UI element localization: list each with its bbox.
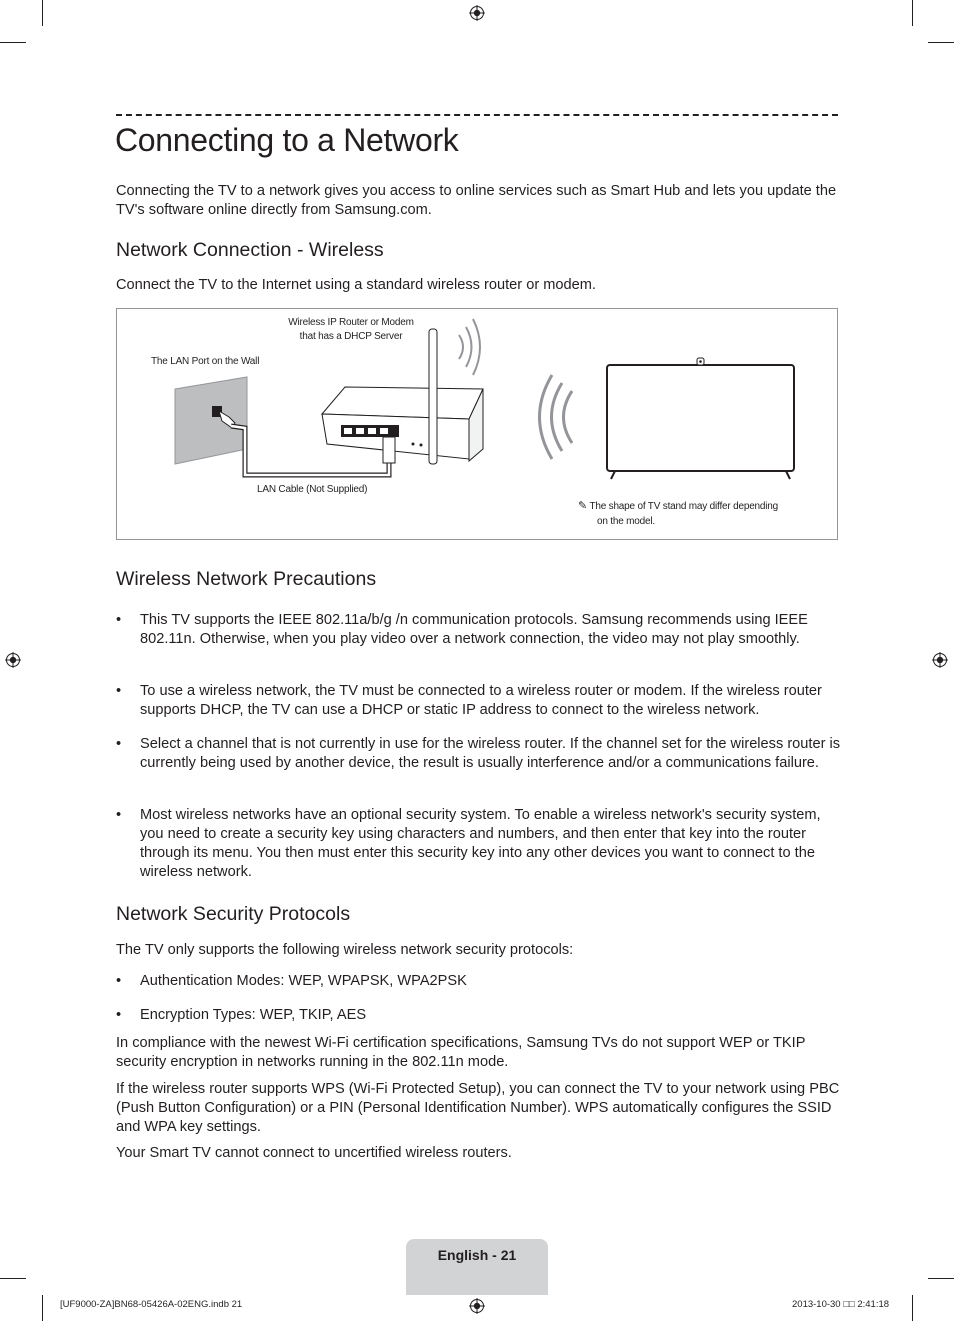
- list-item: [116, 1006, 841, 1025]
- crop-mark: [42, 0, 43, 26]
- tv-stand-note-line-1: The shape of TV stand may differ depending: [589, 501, 779, 512]
- bullet-icon: •: [116, 1007, 122, 1023]
- crop-mark: [42, 1295, 43, 1321]
- section-heading-precautions: Wireless Network Precautions: [116, 568, 377, 590]
- list-item: [116, 806, 841, 882]
- tv-icon: [607, 358, 794, 479]
- crop-mark: [928, 1278, 954, 1279]
- registration-mark-icon: [469, 1298, 485, 1314]
- tv-wifi-waves-icon: [540, 375, 573, 459]
- security-paragraph-2: If the wireless router supports WPS (Wi-Fi Protected Setup), you can connect the TV to your network using PBC (Push Button Configuration) or a PIN (Personal Identification Number). WPS automatically configures the SSID and WPA key settings.: [116, 1081, 840, 1135]
- security-paragraph-1: In compliance with the newest Wi-Fi certification specifications, Samsung TVs do not support WEP or TKIP security encryption in networks running in the 802.11n mode.: [116, 1035, 806, 1070]
- list-item-text: Most wireless networks have an optional security system. To enable a wireless network's security system, you need to create a security key using characters and numbers, and then enter that key into the router through its menu. You then must enter this security key into any other devices you want to connect to the wireless network.: [140, 807, 821, 880]
- router-label: [281, 316, 421, 344]
- page-title: Connecting to a Network: [115, 122, 459, 158]
- title-divider: [116, 114, 838, 116]
- list-item: [116, 611, 841, 649]
- list-item-text: Encryption Types: WEP, TKIP, AES: [140, 1007, 367, 1023]
- footer-timestamp: 2013-10-30 □□ 2:41:18: [792, 1299, 890, 1310]
- router-label-line-1: Wireless IP Router or Modem: [288, 317, 414, 328]
- registration-mark-icon: [932, 652, 948, 668]
- bullet-icon: •: [116, 973, 122, 989]
- bullet-icon: •: [116, 807, 122, 823]
- list-item-text: This TV supports the IEEE 802.11a/b/g /n communication protocols. Samsung recommends using IEEE 802.11n. Otherwise, when you play video over a network connection, the video may not play smoothly.: [140, 612, 808, 647]
- bullet-icon: •: [116, 736, 122, 752]
- list-item: [116, 735, 841, 773]
- section-heading-security: Network Security Protocols: [116, 903, 351, 925]
- crop-mark: [0, 42, 26, 43]
- crop-mark: [0, 1278, 26, 1279]
- security-paragraph-3: Your Smart TV cannot connect to uncertified wireless routers.: [116, 1145, 512, 1161]
- crop-mark: [912, 0, 913, 26]
- registration-mark-icon: [469, 5, 485, 21]
- wireless-connection-diagram: [116, 308, 838, 540]
- bullet-icon: •: [116, 683, 122, 699]
- list-item: [116, 972, 841, 991]
- list-item-text: To use a wireless network, the TV must be connected to a wireless router or modem. If the wireless router supports DHCP, the TV can use a DHCP or static IP address to connect to the wireless network.: [140, 683, 822, 718]
- registration-mark-icon: [5, 652, 21, 668]
- tv-stand-note-line-2: on the model.: [597, 516, 655, 527]
- crop-mark: [928, 42, 954, 43]
- footer-file-name: [UF9000-ZA]BN68-05426A-02ENG.indb 21: [60, 1299, 243, 1310]
- lan-cable-label: LAN Cable (Not Supplied): [257, 484, 368, 495]
- security-intro: The TV only supports the following wireless network security protocols:: [116, 942, 574, 958]
- router-wifi-waves-icon: [459, 319, 480, 375]
- tv-stand-note: [578, 499, 778, 514]
- wall-panel: [175, 377, 247, 464]
- intro-paragraph: Connecting the TV to a network gives you access to online services such as Smart Hub and lets you update the TV's software online directly from Samsung.com.: [116, 183, 837, 218]
- wireless-description: Connect the TV to the Internet using a standard wireless router or modem.: [116, 277, 596, 293]
- router-icon: [322, 329, 483, 464]
- lan-port-label: The LAN Port on the Wall: [151, 356, 260, 367]
- page-number: English - 21: [437, 1247, 517, 1263]
- router-label-line-2: that has a DHCP Server: [299, 331, 403, 342]
- section-heading-wireless: Network Connection - Wireless: [116, 239, 384, 261]
- list-item: [116, 682, 841, 720]
- crop-mark: [912, 1295, 913, 1321]
- list-item-text: Authentication Modes: WEP, WPAPSK, WPA2PSK: [140, 973, 467, 989]
- list-item-text: Select a channel that is not currently in use for the wireless router. If the channel set for the wireless router is currently being used by another device, the result is usually interference and/or a communications failure.: [140, 736, 841, 771]
- bullet-icon: •: [116, 612, 122, 628]
- note-icon: ✎: [578, 499, 588, 512]
